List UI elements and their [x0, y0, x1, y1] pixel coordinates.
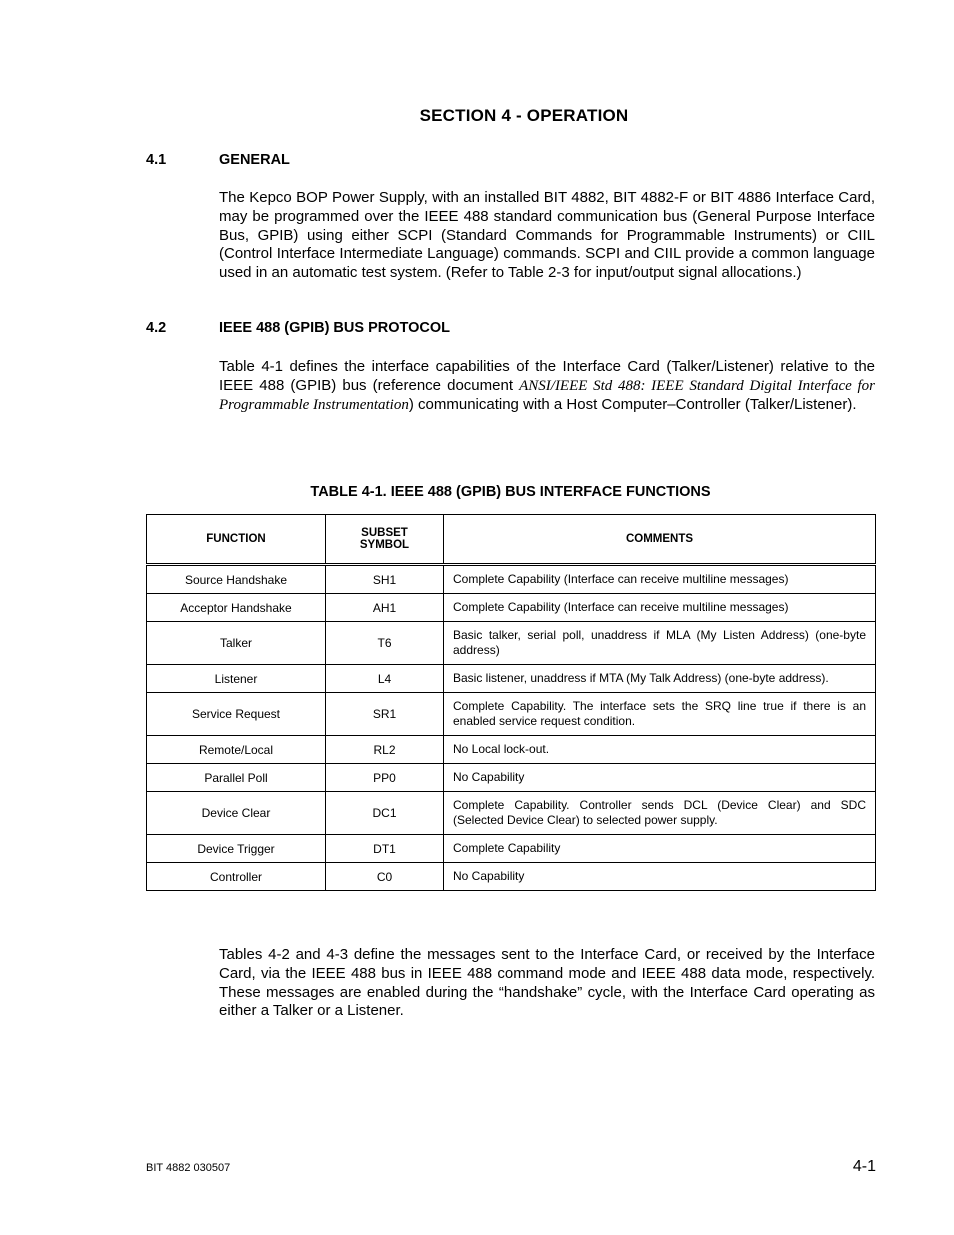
comment-cell: Complete Capability: [444, 835, 876, 863]
header-function: FUNCTION: [147, 515, 326, 565]
symbol-cell: PP0: [326, 764, 444, 792]
section-4-1-number: 4.1: [146, 152, 167, 168]
function-cell: Talker: [147, 622, 326, 665]
symbol-cell: SH1: [326, 565, 444, 594]
table-header-row: [147, 515, 876, 565]
section-4-1-heading: [146, 152, 290, 168]
section-4-2-title: IEEE 488 (GPIB) BUS PROTOCOL: [219, 320, 450, 336]
symbol-cell: AH1: [326, 594, 444, 622]
header-subset-symbol: SUBSET SYMBOL: [326, 515, 444, 565]
function-cell: Source Handshake: [147, 565, 326, 594]
protocol-text-after: ) communicating with a Host Computer–Controller (Talker/Listener).: [408, 395, 857, 413]
table-row: [147, 622, 876, 665]
document-id: BIT 4882 030507: [146, 1162, 231, 1174]
comment-cell: No Local lock-out.: [444, 736, 876, 764]
symbol-cell: C0: [326, 863, 444, 891]
comment-cell: Complete Capability (Interface can receive multiline messages): [444, 594, 876, 622]
function-cell: Device Trigger: [147, 835, 326, 863]
section-4-2-heading: [146, 320, 450, 336]
symbol-cell: DC1: [326, 792, 444, 835]
comment-cell: Basic talker, serial poll, unaddress if MLA (My Listen Address) (one-byte address): [444, 622, 876, 665]
table-row: [147, 792, 876, 835]
symbol-cell: RL2: [326, 736, 444, 764]
table-title: TABLE 4-1. IEEE 488 (GPIB) BUS INTERFACE FUNCTIONS: [310, 484, 711, 500]
table-row: [147, 693, 876, 736]
comment-cell: No Capability: [444, 764, 876, 792]
table-row: [147, 736, 876, 764]
symbol-cell: SR1: [326, 693, 444, 736]
symbol-cell: L4: [326, 665, 444, 693]
function-cell: Device Clear: [147, 792, 326, 835]
table-row: [147, 835, 876, 863]
table-row: [147, 565, 876, 594]
table-row: [147, 665, 876, 693]
comment-cell: Complete Capability (Interface can receive multiline messages): [444, 565, 876, 594]
closing-paragraph: Tables 4-2 and 4-3 define the messages sent to the Interface Card, or received by the Interface Card, via the IEEE 488 bus in IEEE 488 command mode and IEEE 488 data mode, respectively. These messages are enabled during the “handshake” cycle, with the Interface Card operating as either a Talker or a Listener.: [219, 946, 875, 1020]
comment-cell: Basic listener, unaddress if MTA (My Talk Address) (one-byte address).: [444, 665, 876, 693]
function-cell: Controller: [147, 863, 326, 891]
function-cell: Parallel Poll: [147, 764, 326, 792]
protocol-text-before: Table 4-1 defines the interface capabilities of the Interface Card (Talker/Listener) relative to the IEEE 488 (GPIB) bus (reference document: [219, 358, 875, 394]
reference-document: ANSI/IEEE Std 488: IEEE Standard Digital Interface for Programmable Instrumentation: [219, 377, 875, 413]
interface-functions-table: [146, 514, 876, 891]
comment-cell: Complete Capability. Controller sends DCL (Device Clear) and SDC (Selected Device Clear) to selected power supply.: [444, 792, 876, 835]
protocol-paragraph: [219, 358, 875, 414]
function-cell: Service Request: [147, 693, 326, 736]
section-title: SECTION 4 - OPERATION: [419, 106, 629, 125]
section-4-1-title: GENERAL: [219, 152, 290, 168]
comment-cell: No Capability: [444, 863, 876, 891]
function-cell: Listener: [147, 665, 326, 693]
section-4-2-number: 4.2: [146, 320, 167, 336]
table-row: [147, 764, 876, 792]
header-comments: COMMENTS: [444, 515, 876, 565]
page-number: 4-1: [852, 1158, 876, 1175]
function-cell: Remote/Local: [147, 736, 326, 764]
symbol-cell: T6: [326, 622, 444, 665]
table-row: [147, 594, 876, 622]
comment-cell: Complete Capability. The interface sets the SRQ line true if there is an enabled service request condition.: [444, 693, 876, 736]
table-row: [147, 863, 876, 891]
function-cell: Acceptor Handshake: [147, 594, 326, 622]
general-paragraph: The Kepco BOP Power Supply, with an installed BIT 4882, BIT 4882-F or BIT 4886 Interface Card, may be programmed over the IEEE 488 standard communication bus (General Purpose Interface Bus, GPIB) using either SCPI (Standard Commands for Programmable Instruments) or CIIL (Control Interface Intermediate Language) commands. SCPI and CIIL provide a common language used in an automatic test system. (Refer to Table 2-3 for input/output signal allocations.): [219, 189, 875, 282]
symbol-cell: DT1: [326, 835, 444, 863]
